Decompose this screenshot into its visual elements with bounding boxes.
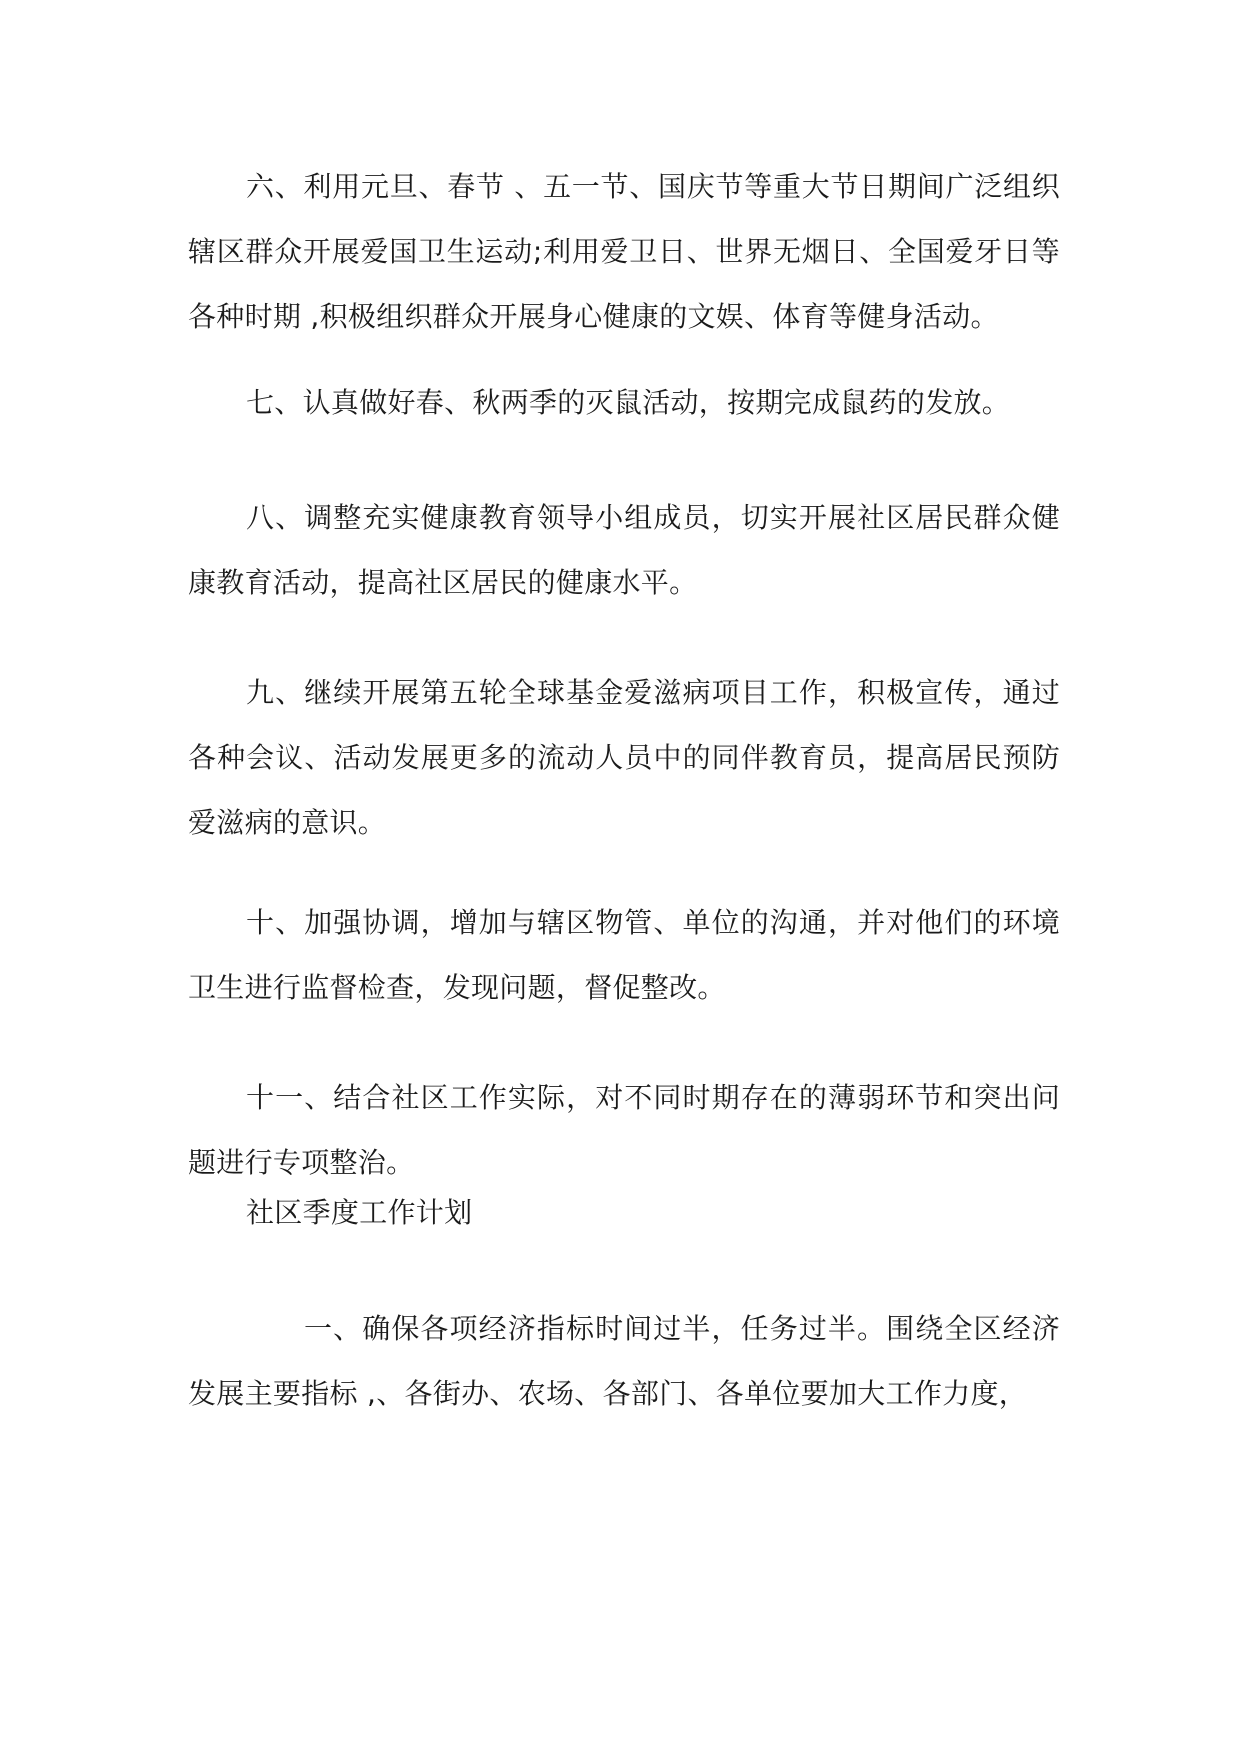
- paragraph-9: 九、继续开展第五轮全球基金爱滋病项目工作，积极宣传，通过各种会议、活动发展更多的流动人员中的同伴教育员，提高居民预防爱滋病的意识。: [188, 676, 1060, 839]
- paragraph-10: 十、加强协调，增加与辖区物管、单位的沟通，并对他们的环境卫生进行监督检查，发现问题，督促整改。: [188, 906, 1060, 1004]
- paragraph-11: 十一、结合社区工作实际，对不同时期存在的薄弱环节和突出问题进行专项整治。: [188, 1081, 1060, 1179]
- paragraph-7: 七、认真做好春、秋两季的灭鼠活动，按期完成鼠药的发放。: [246, 386, 1011, 419]
- paragraph-8: 八、调整充实健康教育领导小组成员，切实开展社区居民群众健康教育活动，提高社区居民的健康水平。: [188, 501, 1060, 599]
- section-title: 社区季度工作计划: [246, 1196, 473, 1229]
- section-paragraph-1: 一、确保各项经济指标时间过半，任务过半。围绕全区经济发展主要指标 ,、各街办、农场、各部门、各单位要加大工作力度，: [188, 1312, 1060, 1410]
- paragraph-6: 六、利用元旦、春节 、五一节、国庆节等重大节日期间广泛组织辖区群众开展爱国卫生运动;利用爱卫日、世界无烟日、全国爱牙日等各种时期 ,积极组织群众开展身心健康的文娱、体育等健身活动。: [188, 170, 1060, 333]
